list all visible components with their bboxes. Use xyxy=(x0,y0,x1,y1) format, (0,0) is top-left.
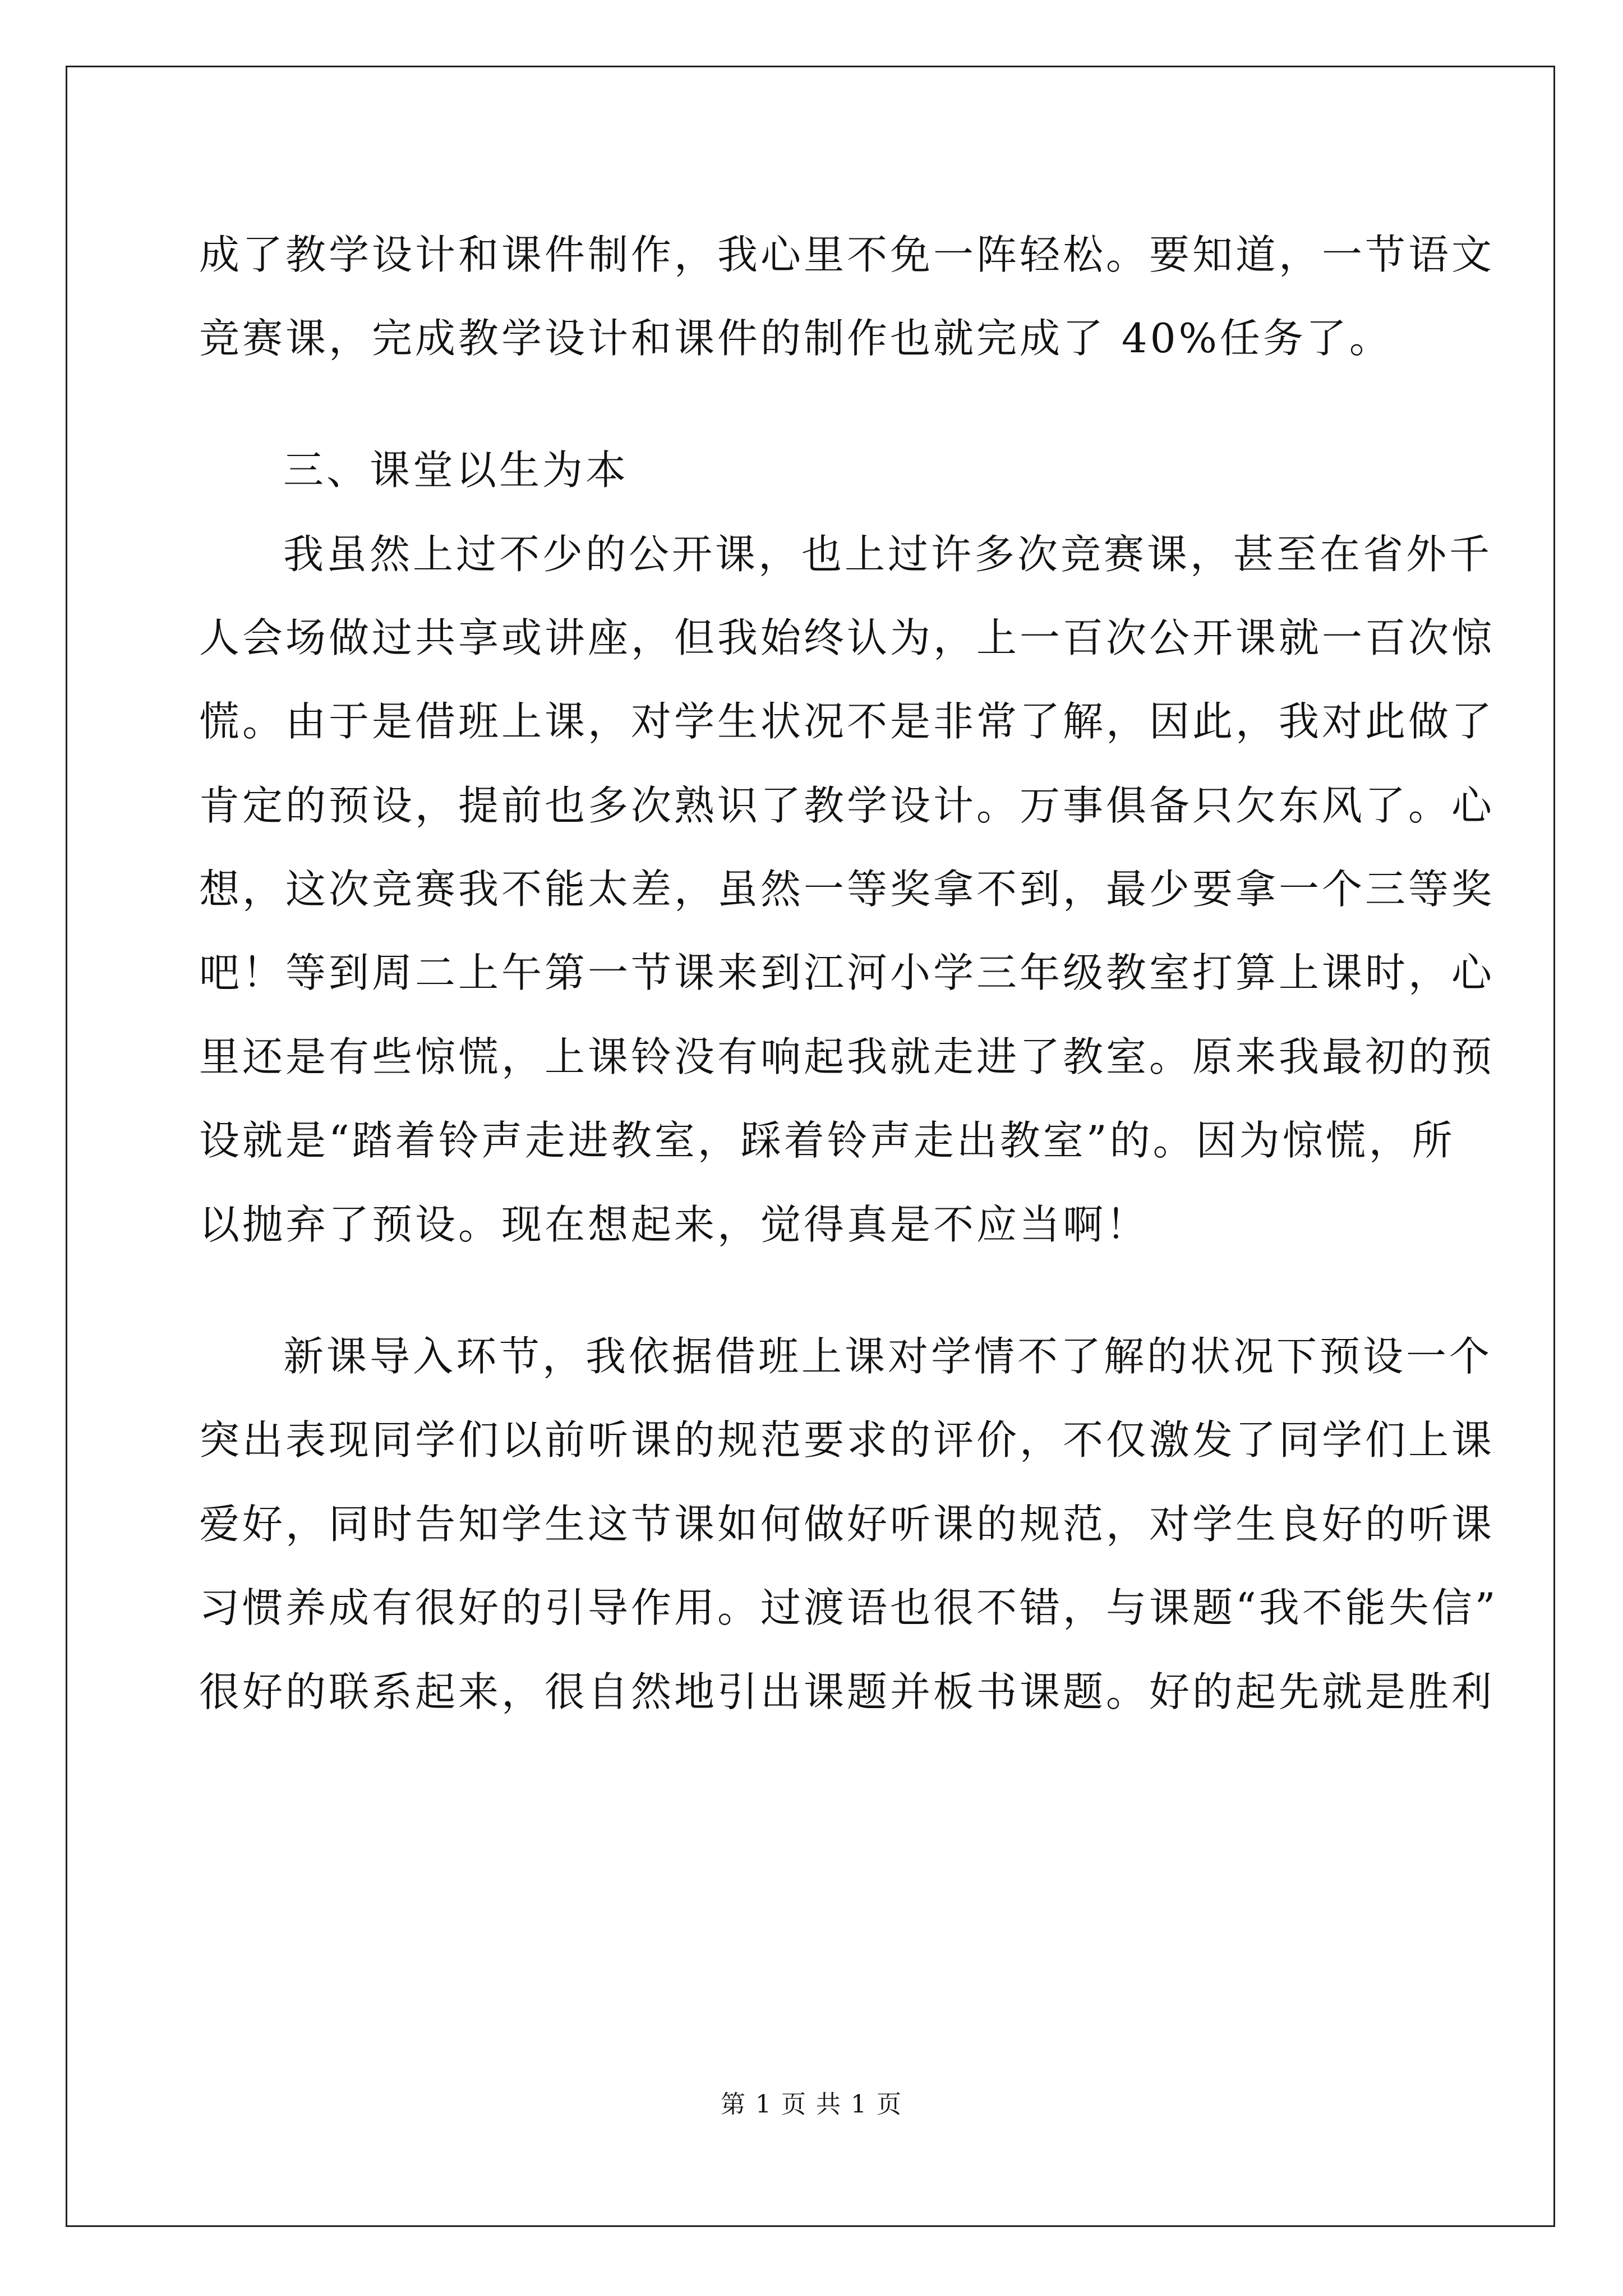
text-line: 习惯养成有很好的引导作用。过渡语也很不错，与课题“我不能失信” xyxy=(199,1584,1498,1631)
text-line: 肯定的预设，提前也多次熟识了教学设计。万事俱备只欠东风了。心 xyxy=(199,782,1495,829)
text-line: 竞赛课，完成教学设计和课件的制作也就完成了 40%任务了。 xyxy=(199,315,1393,362)
text-line: 人会场做过共享或讲座，但我始终认为，上一百次公开课就一百次惊 xyxy=(199,614,1495,661)
text-line: 很好的联系起来，很自然地引出课题并板书课题。好的起先就是胜利 xyxy=(199,1668,1495,1715)
text-line: 我虽然上过不少的公开课，也上过许多次竞赛课，甚至在省外千 xyxy=(283,531,1493,578)
text-line: 设就是“踏着铃声走进教室，踩着铃声走出教室”的。因为惊慌，所 xyxy=(199,1117,1455,1164)
text-line: 里还是有些惊慌，上课铃没有响起我就走进了教室。原来我最初的预 xyxy=(199,1033,1495,1080)
page-number: 第 1 页 共 1 页 xyxy=(721,2090,902,2119)
text-line: 以抛弃了预设。现在想起来，觉得真是不应当啊！ xyxy=(199,1201,1150,1248)
text-line: 突出表现同学们以前听课的规范要求的评价，不仅激发了同学们上课 xyxy=(199,1416,1495,1464)
text-line: 慌。由于是借班上课，对学生状况不是非常了解，因此，我对此做了 xyxy=(199,698,1495,745)
text-line: 爱好，同时告知学生这节课如何做好听课的规范，对学生良好的听课 xyxy=(199,1501,1495,1548)
text-line: 新课导入环节，我依据借班上课对学情不了解的状况下预设一个 xyxy=(283,1333,1493,1380)
section-heading: 三、课堂以生为本 xyxy=(283,447,629,494)
text-line: 想，这次竞赛我不能太差，虽然一等奖拿不到，最少要拿一个三等奖 xyxy=(199,866,1495,913)
text-line: 成了教学设计和课件制作，我心里不免一阵轻松。要知道，一节语文 xyxy=(199,231,1495,278)
text-line: 吧！等到周二上午第一节课来到江河小学三年级教室打算上课时，心 xyxy=(199,949,1495,996)
